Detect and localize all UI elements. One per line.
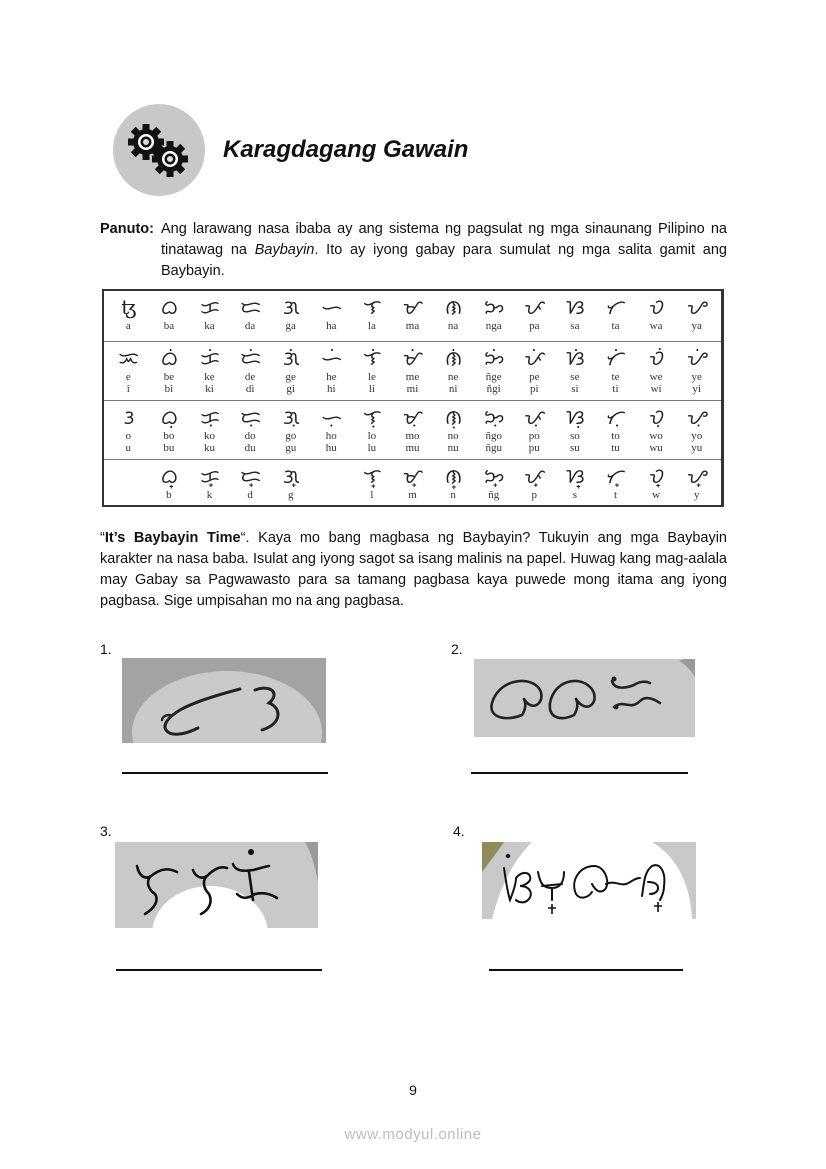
baybayin-glyph: ᜉᜒ	[524, 346, 545, 370]
chart-cell	[595, 342, 636, 400]
chart-cell	[108, 460, 149, 507]
chart-cell	[311, 291, 352, 341]
baybayin-glyph: ᜆᜓ	[606, 405, 625, 429]
syllable-label: k	[206, 489, 213, 501]
baybayin-glyph: ᜋ᜔	[402, 464, 423, 488]
chart-cell	[230, 460, 271, 507]
answer-line[interactable]	[471, 772, 688, 774]
baybayin-glyph: ᜋᜓ	[402, 405, 423, 429]
syllable-label-alt: si	[571, 383, 579, 395]
syllable-label: de	[244, 371, 256, 383]
syllable-label-alt: gu	[285, 442, 297, 454]
baybayin-glyph: ᜄᜒ	[282, 346, 299, 370]
chart-cell	[433, 460, 474, 507]
syllable-label: ka	[204, 320, 215, 332]
syllable-label: no	[447, 430, 459, 442]
syllable-label: ge	[285, 371, 296, 383]
exercise-item-1	[100, 641, 340, 781]
syllable-label: b	[166, 489, 172, 501]
chart-cell	[352, 342, 393, 400]
syllable-label: po	[528, 430, 540, 442]
activity-intro	[100, 528, 727, 612]
chart-cell	[311, 401, 352, 459]
syllable-label: ñg	[488, 489, 500, 501]
section-header	[113, 104, 468, 196]
chart-cell	[676, 460, 717, 507]
chart-cell	[189, 401, 230, 459]
baybayin-glyph: ᜇᜒ	[240, 346, 261, 370]
chart-cell	[189, 460, 230, 507]
syllable-label-alt: di	[245, 383, 255, 395]
chart-cell	[636, 291, 677, 341]
chart-cell	[473, 342, 514, 400]
baybayin-glyph: ᜎᜓ	[363, 405, 381, 429]
baybayin-glyph: ᜊ	[160, 295, 177, 319]
chart-cell	[270, 460, 311, 507]
syllable-label: ya	[691, 320, 702, 332]
syllable-label: lo	[367, 430, 377, 442]
baybayin-glyph: ᜐᜓ	[566, 405, 584, 429]
baybayin-glyph: ᜆ᜔	[606, 464, 625, 488]
baybayin-glyph: ᜅ᜔	[484, 464, 504, 488]
syllable-label: ta	[611, 320, 620, 332]
baybayin-glyph: ᜑᜒ	[321, 346, 342, 370]
chart-cell	[149, 401, 190, 459]
syllable-label: ye	[691, 371, 702, 383]
syllable-label-alt: u	[125, 442, 132, 454]
chart-row	[104, 460, 721, 507]
baybayin-glyph: ᜈᜓ	[445, 405, 462, 429]
syllable-label: g	[287, 489, 294, 501]
handwritten-baybayin-image	[474, 659, 695, 737]
syllable-label: a	[125, 320, 131, 332]
baybayin-glyph: ᜇ᜔	[240, 464, 261, 488]
syllable-label: n	[450, 489, 456, 501]
item-number: 2.	[451, 641, 463, 657]
syllable-label-alt: ki	[205, 383, 214, 395]
syllable-label: o	[125, 430, 132, 442]
chart-cell	[392, 342, 433, 400]
baybayin-glyph: ᜈ	[445, 295, 462, 319]
activity-intro-text: . Kaya mo bang magbasa ng Baybayin? Tukuyin ang mga Baybayin karakter na nasa baba. Isulat ang iyong sagot sa isang malinis na papel. Huwag kang mag-aalala may Gabay sa Pagwawasto para sa tamang pagbasa kaya puwede mong itama ang iyong pagbasa. Sige umpisahan mo na ang pagbasa.	[100, 530, 727, 609]
syllable-label: na	[447, 320, 459, 332]
syllable-label: la	[367, 320, 376, 332]
syllable-label: do	[244, 430, 256, 442]
handwritten-baybayin-image	[482, 842, 696, 919]
baybayin-glyph: ᜆᜒ	[606, 346, 625, 370]
chart-cell	[230, 291, 271, 341]
instructions-label: Panuto:	[100, 221, 154, 237]
baybayin-glyph: ᜃ᜔	[200, 464, 219, 488]
answer-line[interactable]	[116, 969, 322, 971]
chart-cell	[230, 401, 271, 459]
chart-cell	[595, 401, 636, 459]
syllable-label: nga	[485, 320, 502, 332]
chart-cell	[676, 401, 717, 459]
syllable-label-alt: hi	[327, 383, 336, 395]
baybayin-glyph: ᜌ᜔	[686, 464, 707, 488]
syllable-label-alt: pu	[528, 442, 540, 454]
syllable-label-alt: su	[570, 442, 580, 454]
syllable-label-alt: bu	[163, 442, 175, 454]
syllable-label-alt: lu	[367, 442, 377, 454]
baybayin-glyph: ᜉ᜔	[524, 464, 545, 488]
syllable-label: mo	[405, 430, 420, 442]
syllable-label: se	[570, 371, 580, 383]
syllable-label-alt: gi	[286, 383, 295, 395]
chart-cell	[555, 460, 596, 507]
syllable-label: be	[163, 371, 175, 383]
syllable-label: y	[693, 489, 700, 501]
baybayin-glyph: ᜅᜒ	[484, 346, 504, 370]
chart-cell	[514, 291, 555, 341]
syllable-label: ñge	[485, 371, 502, 383]
page-title: Karagdagang Gawain	[223, 136, 469, 163]
chart-cell	[189, 342, 230, 400]
baybayin-chart	[102, 289, 724, 507]
syllable-label-alt: wu	[649, 442, 663, 454]
syllable-label: he	[326, 371, 337, 383]
syllable-label: sa	[570, 320, 580, 332]
baybayin-glyph: ᜑᜓ	[321, 405, 342, 429]
item-number: 1.	[100, 641, 112, 657]
chart-cell	[311, 460, 352, 507]
syllable-label: le	[367, 371, 376, 383]
chart-row	[104, 342, 721, 400]
baybayin-glyph: ᜅ	[484, 295, 504, 319]
answer-line[interactable]	[122, 772, 328, 774]
quote-mark: “	[240, 530, 246, 546]
handwritten-baybayin-image	[115, 842, 318, 928]
baybayin-glyph: ᜂ	[123, 405, 134, 429]
baybayin-glyph: ᜄ᜔	[282, 464, 299, 488]
syllable-label: da	[244, 320, 256, 332]
chart-cell	[514, 342, 555, 400]
chart-cell	[108, 342, 149, 400]
handwritten-baybayin-image	[122, 658, 326, 743]
chart-cell	[108, 291, 149, 341]
syllable-label-alt: tu	[611, 442, 620, 454]
syllable-label: d	[247, 489, 253, 501]
baybayin-glyph: ᜊ᜔	[160, 464, 177, 488]
syllable-label-alt: li	[368, 383, 375, 395]
baybayin-glyph: ᜐ	[566, 295, 584, 319]
syllable-label-alt: pi	[530, 383, 539, 395]
gears-icon	[113, 104, 205, 196]
syllable-label: ko	[203, 430, 215, 442]
baybayin-glyph: ᜎᜒ	[363, 346, 381, 370]
chart-cell	[392, 291, 433, 341]
chart-cell	[270, 291, 311, 341]
chart-cell	[473, 401, 514, 459]
baybayin-glyph: ᜈ᜔	[445, 464, 462, 488]
chart-cell	[595, 460, 636, 507]
syllable-label-alt: hu	[325, 442, 337, 454]
baybayin-glyph: ᜏᜓ	[648, 405, 664, 429]
baybayin-glyph: ᜄ	[282, 295, 299, 319]
chart-cell	[392, 460, 433, 507]
baybayin-glyph: ᜑ	[321, 295, 342, 319]
syllable-label: yo	[691, 430, 703, 442]
item-number: 3.	[100, 823, 112, 839]
syllable-label: ho	[325, 430, 337, 442]
chart-cell	[392, 401, 433, 459]
baybayin-glyph: ᜐᜒ	[566, 346, 584, 370]
instructions-italic-term: Baybayin	[254, 242, 315, 258]
syllable-label: bo	[163, 430, 175, 442]
chart-row	[104, 291, 721, 341]
syllable-label-alt: ñgu	[485, 442, 502, 454]
chart-cell	[433, 401, 474, 459]
baybayin-glyph: ᜏ᜔	[648, 464, 664, 488]
chart-cell	[514, 460, 555, 507]
baybayin-glyph: ᜊᜒ	[160, 346, 177, 370]
syllable-label-alt: mi	[406, 383, 419, 395]
syllable-label: pe	[529, 371, 540, 383]
baybayin-glyph: ᜋᜒ	[402, 346, 423, 370]
exercise-item-3	[100, 823, 340, 973]
instructions-text-part: . Ito ay iyong gabay para sumulat ng mga salita gamit ang Baybayin.	[161, 242, 727, 279]
syllable-label: ga	[285, 320, 296, 332]
baybayin-glyph: ᜁ	[118, 346, 138, 370]
chart-cell	[270, 401, 311, 459]
baybayin-glyph: ᜃᜒ	[200, 346, 219, 370]
syllable-label-alt: ku	[203, 442, 215, 454]
syllable-label-alt: ñgi	[486, 383, 501, 395]
chart-cell	[433, 291, 474, 341]
baybayin-glyph: ᜇᜓ	[240, 405, 261, 429]
exercise-item-2	[451, 641, 701, 781]
chart-cell	[676, 342, 717, 400]
syllable-label: s	[572, 489, 578, 501]
syllable-label-alt: ni	[448, 383, 458, 395]
syllable-label-alt: du	[244, 442, 256, 454]
baybayin-glyph: ᜌᜓ	[686, 405, 707, 429]
instructions-text-part: Ang larawang nasa ibaba ay ang sistema ng pagsulat ng mga sinaunang Pilipino na tinatawag na	[161, 221, 727, 258]
baybayin-glyph: ᜌ	[686, 295, 707, 319]
syllable-label: wa	[649, 320, 663, 332]
baybayin-glyph: ᜏᜒ	[648, 346, 664, 370]
syllable-label: ke	[204, 371, 215, 383]
watermark: www.modyul.online	[344, 1126, 482, 1143]
syllable-label: m	[408, 489, 417, 501]
baybayin-glyph: ᜅᜓ	[484, 405, 504, 429]
syllable-label-alt: i	[126, 383, 130, 395]
syllable-label-alt: mu	[405, 442, 420, 454]
baybayin-glyph: ᜉ	[524, 295, 545, 319]
chart-cell	[555, 342, 596, 400]
chart-cell	[311, 342, 352, 400]
syllable-label: we	[649, 371, 663, 383]
syllable-label: e	[125, 371, 131, 383]
syllable-label: te	[611, 371, 620, 383]
chart-cell	[230, 342, 271, 400]
baybayin-glyph: ᜎ	[363, 295, 381, 319]
syllable-label: ha	[326, 320, 337, 332]
exercise-item-4	[453, 823, 703, 973]
chart-cell	[352, 460, 393, 507]
baybayin-glyph: ᜎ᜔	[363, 464, 381, 488]
chart-cell	[595, 291, 636, 341]
baybayin-glyph: ᜋ	[402, 295, 423, 319]
chart-cell	[555, 401, 596, 459]
syllable-label: p	[531, 489, 538, 501]
chart-cell	[352, 291, 393, 341]
syllable-label: ne	[447, 371, 459, 383]
baybayin-glyph: ᜇ	[240, 295, 261, 319]
baybayin-glyph: ᜉᜓ	[524, 405, 545, 429]
baybayin-glyph: ᜏ	[648, 295, 664, 319]
syllable-label: me	[405, 371, 420, 383]
syllable-label: wo	[649, 430, 663, 442]
syllable-label: go	[285, 430, 297, 442]
baybayin-glyph: ꜩ	[121, 295, 136, 319]
baybayin-glyph: ᜃ	[200, 295, 219, 319]
chart-cell	[473, 291, 514, 341]
baybayin-glyph: ᜐ᜔	[566, 464, 584, 488]
chart-cell	[189, 291, 230, 341]
syllable-label: to	[611, 430, 620, 442]
baybayin-glyph: ᜆ	[606, 295, 625, 319]
syllable-label: t	[613, 489, 618, 501]
chart-cell	[149, 342, 190, 400]
syllable-label: pa	[529, 320, 540, 332]
page-number: 9	[409, 1082, 417, 1098]
chart-cell	[270, 342, 311, 400]
baybayin-glyph: ᜌᜒ	[686, 346, 707, 370]
syllable-label: ba	[163, 320, 175, 332]
chart-cell	[636, 342, 677, 400]
chart-cell	[149, 291, 190, 341]
syllable-label-alt: ti	[612, 383, 619, 395]
chart-cell	[108, 401, 149, 459]
instructions-text	[161, 219, 727, 282]
chart-cell	[473, 460, 514, 507]
syllable-label: ñgo	[485, 430, 502, 442]
syllable-label: so	[570, 430, 580, 442]
baybayin-glyph: ᜈᜒ	[445, 346, 462, 370]
syllable-label-alt: nu	[447, 442, 459, 454]
syllable-label-alt: yi	[692, 383, 701, 395]
chart-cell	[555, 291, 596, 341]
baybayin-glyph: ᜄᜓ	[282, 405, 299, 429]
syllable-label-alt: bi	[164, 383, 174, 395]
chart-cell	[433, 342, 474, 400]
chart-row	[104, 401, 721, 459]
chart-cell	[636, 460, 677, 507]
chart-cell	[352, 401, 393, 459]
syllable-label: ma	[405, 320, 420, 332]
chart-cell	[676, 291, 717, 341]
baybayin-glyph: ᜊᜓ	[160, 405, 177, 429]
instructions	[100, 219, 727, 282]
activity-title: It’s Baybayin Time	[104, 530, 241, 546]
item-number: 4.	[453, 823, 465, 839]
chart-cell	[514, 401, 555, 459]
baybayin-glyph: ᜃᜓ	[200, 405, 219, 429]
syllable-label: l	[370, 489, 374, 501]
chart-cell	[149, 460, 190, 507]
syllable-label: w	[652, 489, 661, 501]
chart-cell	[636, 401, 677, 459]
answer-line[interactable]	[489, 969, 683, 971]
quote-mark: “	[100, 530, 105, 546]
syllable-label-alt: yu	[691, 442, 703, 454]
syllable-label-alt: wi	[650, 383, 662, 395]
